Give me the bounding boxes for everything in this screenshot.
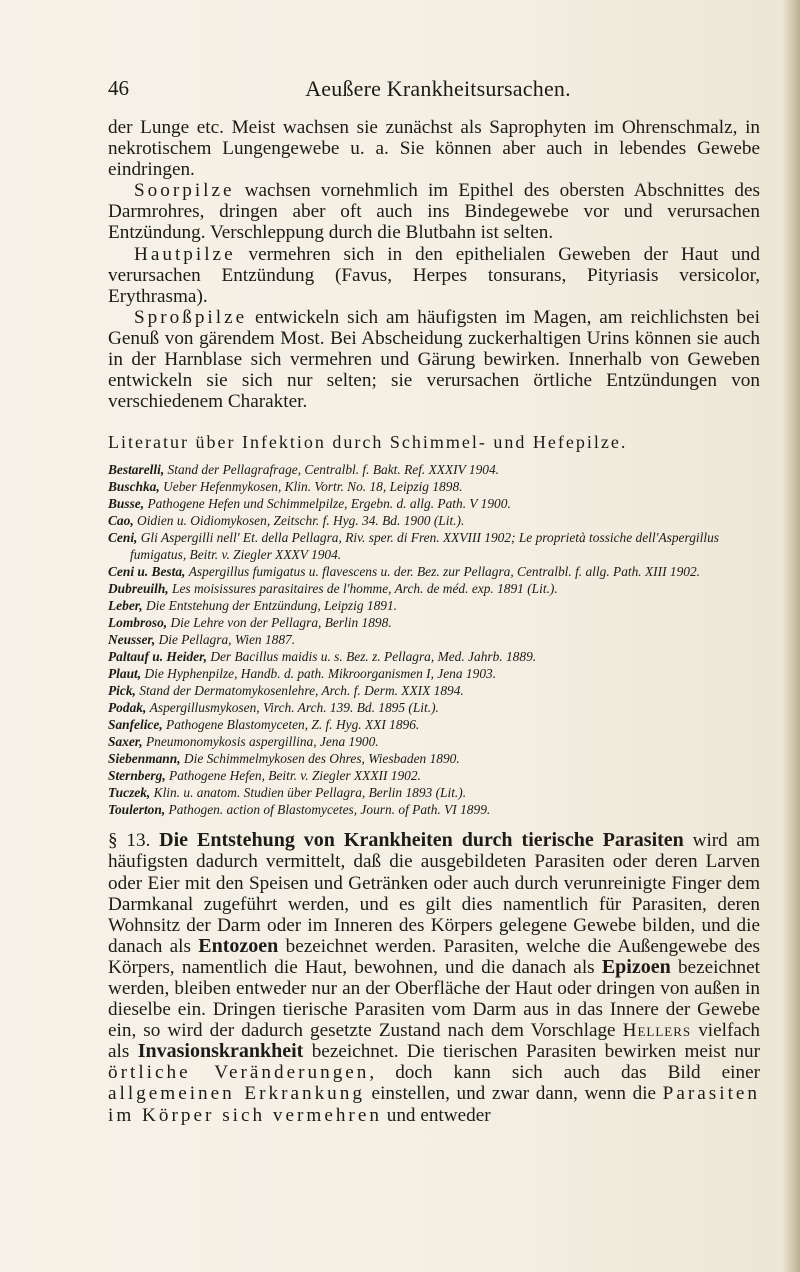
- page-body: [108, 117, 760, 1145]
- section-text: , doch kann sich auch das Bild einer: [369, 1062, 760, 1084]
- reference-author: Sternberg,: [108, 768, 166, 784]
- reference-item: [108, 665, 760, 682]
- reference-author: Ceni,: [108, 530, 138, 546]
- reference-author: Bestarelli,: [108, 462, 165, 478]
- spaced-phrase: Parasiten im Körper sich vermehren: [108, 1083, 761, 1126]
- section-title: Die Entstehung von Krankheiten durch tierische Parasiten: [159, 829, 684, 852]
- paragraph-hautpilze-text: vermehren sich in den epithelialen Geweben der Haut und verursachen Entzündung (Favus, Herpes tonsurans, Pityriasis versicolor, Erythrasma).: [108, 243, 760, 307]
- reference-item: [108, 784, 760, 801]
- reference-detail: Ueber Hefenmykosen, Klin. Vortr. No. 18, Leipzig 1898.: [163, 479, 463, 495]
- reference-item: [108, 682, 760, 699]
- section-13: [108, 830, 760, 1125]
- reference-author: Leber,: [108, 598, 143, 614]
- reference-detail: Stand der Dermatomykosenlehre, Arch. f. Derm. XXIX 1894.: [139, 683, 464, 699]
- reference-item: [108, 750, 760, 767]
- reference-item: [108, 699, 760, 716]
- reference-author: Buschka,: [108, 479, 160, 495]
- section-text: bezeichnet werden, bleiben entweder nur an der Oberfläche der Haut oder dringen von außen in dieselbe ein. Dringen tierische Parasiten vom Darm aus in das Innere der Gewebe ein, so wird der dadurch gesetzte Zustand nach dem Vorschlage: [108, 956, 760, 1042]
- reference-item: [108, 461, 760, 478]
- section-text: bezeichnet. Die tierischen Parasiten bewirken meist nur: [303, 1041, 760, 1063]
- reference-detail: Die Entstehung der Entzündung, Leipzig 1891.: [145, 598, 398, 614]
- reference-author: Ceni u. Besta,: [108, 564, 186, 580]
- reference-item: [108, 716, 760, 733]
- spaced-phrase: allgemeinen Erkrankung: [108, 1083, 365, 1105]
- section-text: bezeichnet werden. Parasiten, welche die Außengewebe des Körpers, namentlich die Haut, bewohnen, und die danach als: [108, 935, 760, 978]
- page-number: 46: [108, 76, 129, 100]
- term-soorpilze: Soorpilze: [134, 180, 235, 202]
- name-hellers: Hellers: [622, 1020, 692, 1042]
- reference-detail: Die Pellagra, Wien 1887.: [158, 632, 296, 648]
- reference-detail: Pathogene Hefen, Beitr. v. Ziegler XXXII 1902.: [169, 768, 421, 784]
- term-epizoen: Epizoen: [601, 955, 671, 978]
- page-header: [108, 76, 768, 106]
- reference-author: Toulerton,: [108, 802, 166, 818]
- paragraph-soorpilze: [108, 180, 760, 243]
- term-sprosspilze: Sproßpilze: [134, 306, 248, 328]
- reference-item: [108, 597, 760, 614]
- section-text: wird am häufigsten dadurch vermittelt, daß die ausgebildeten Parasiten oder deren Larven oder Eier mit den Speisen und Getränken oder auch durch verunreinigte Finger dem Darmkanal zugeführt werden, und es gilt dies namentlich für Parasiten, deren Wohnsitz der Darm oder im Inneren des Körpers gelegene Gewebe bilden, und die danach als: [108, 830, 760, 957]
- reference-detail: Gli Aspergilli nell' Et. della Pellagra, Riv. sper. di Fren. XXVIII 1902; Le proprietà tossiche dell'Aspergillus fumigatus, Beitr. v. Ziegler XXXV 1904.: [130, 530, 719, 563]
- section-text: vielfach als: [108, 1020, 760, 1063]
- reference-author: Lombroso,: [108, 615, 168, 631]
- reference-detail: Pathogene Hefen und Schimmelpilze, Ergebn. d. allg. Path. V 1900.: [147, 496, 511, 512]
- reference-author: Siebenmann,: [108, 751, 181, 767]
- reference-detail: Aspergillusmykosen, Virch. Arch. 139. Bd. 1895 (Lit.).: [149, 700, 439, 716]
- reference-item: [108, 495, 760, 512]
- paragraph-1: der Lunge etc. Meist wachsen sie zunächst als Saprophyten im Ohrenschmalz, in nekrotischem Lungengewebe u. a. Sie können aber auch in lebendes Gewebe eindringen.: [108, 117, 760, 181]
- reference-author: Tuczek,: [108, 785, 151, 801]
- reference-author: Pick,: [108, 683, 136, 699]
- reference-author: Plaut,: [108, 666, 142, 682]
- reference-item: [108, 733, 760, 750]
- reference-author: Paltauf u. Heider,: [108, 649, 207, 665]
- reference-detail: Die Lehre von der Pellagra, Berlin 1898.: [170, 615, 392, 631]
- literature-list: [108, 461, 760, 818]
- reference-author: Saxer,: [108, 734, 143, 750]
- reference-item: [108, 478, 760, 495]
- reference-item: [108, 614, 760, 631]
- reference-detail: Die Hyphenpilze, Handb. d. path. Mikroorganismen I, Jena 1903.: [144, 666, 497, 682]
- reference-item: [108, 801, 760, 818]
- paragraph-hautpilze: [108, 244, 760, 307]
- reference-item: [108, 767, 760, 784]
- reference-author: Busse,: [108, 496, 145, 512]
- reference-detail: Les moisissures parasitaires de l'homme, Arch. de méd. exp. 1891 (Lit.).: [172, 581, 558, 597]
- paragraph-sprosspilze: [108, 307, 760, 412]
- reference-detail: Pneumonomykosis aspergillina, Jena 1900.: [145, 734, 379, 750]
- reference-detail: Der Bacillus maidis u. s. Bez. z. Pellagra, Med. Jahrb. 1889.: [210, 649, 537, 665]
- reference-author: Cao,: [108, 513, 134, 529]
- reference-detail: Oidien u. Oidiomykosen, Zeitschr. f. Hyg. 34. Bd. 1900 (Lit.).: [137, 513, 465, 529]
- reference-detail: Pathogen. action of Blastomycetes, Journ. of Path. VI 1899.: [168, 802, 491, 818]
- reference-author: Neusser,: [108, 632, 156, 648]
- spaced-phrase: örtliche Veränderungen: [108, 1062, 370, 1084]
- page-edge: [782, 0, 800, 1272]
- literature-heading: Literatur über Infektion durch Schimmel- und Hefepilze.: [108, 432, 628, 453]
- section-number: § 13.: [108, 830, 151, 852]
- reference-author: Podak,: [108, 700, 147, 716]
- reference-author: Sanfelice,: [108, 717, 163, 733]
- reference-author: Dubreuilh,: [108, 581, 169, 597]
- reference-detail: Die Schimmelmykosen des Ohres, Wiesbaden 1890.: [183, 751, 460, 767]
- running-title: Aeußere Krankheitsursachen.: [305, 76, 571, 101]
- reference-item: [108, 648, 760, 665]
- reference-detail: Klin. u. anatom. Studien über Pellagra, Berlin 1893 (Lit.).: [153, 785, 467, 801]
- reference-item: [108, 631, 760, 648]
- section-text: und entweder: [381, 1104, 491, 1126]
- term-hautpilze: Hautpilze: [134, 243, 236, 265]
- paragraph-soorpilze-text: wachsen vornehmlich im Epithel des obersten Abschnittes des Darmrohres, dringen aber oft auch ins Bindegewebe vor und verursachen Entzündung. Verschleppung durch die Blutbahn ist selten.: [108, 180, 760, 244]
- reference-item: [108, 580, 760, 597]
- reference-detail: Pathogene Blastomyceten, Z. f. Hyg. XXI 1896.: [166, 717, 420, 733]
- reference-detail: Aspergillus fumigatus u. flavescens u. der. Bez. zur Pellagra, Centralbl. f. allg. Path. XIII 1902.: [188, 564, 701, 580]
- section-text: einstellen, und zwar dann, wenn die: [364, 1083, 663, 1105]
- term-invasionskrankheit: Invasionskrankheit: [137, 1040, 304, 1063]
- reference-item: [108, 529, 760, 563]
- reference-item: [108, 512, 760, 529]
- term-entozoen: Entozoen: [198, 934, 279, 957]
- reference-item: [108, 563, 760, 580]
- reference-detail: Stand der Pellagrafrage, Centralbl. f. Bakt. Ref. XXXIV 1904.: [167, 462, 500, 478]
- paragraph-sprosspilze-text: entwickeln sich am häufigsten im Magen, am reichlichsten bei Genuß von gärendem Most. Bei Abscheidung zuckerhaltigen Urins können sie auch in der Harnblase sich vermehren und Gärung bewirken. Innerhalb von Geweben entwickeln sie sich nur selten; sie verursachen örtliche Entzündungen von verschiedenem Charakter.: [108, 306, 760, 413]
